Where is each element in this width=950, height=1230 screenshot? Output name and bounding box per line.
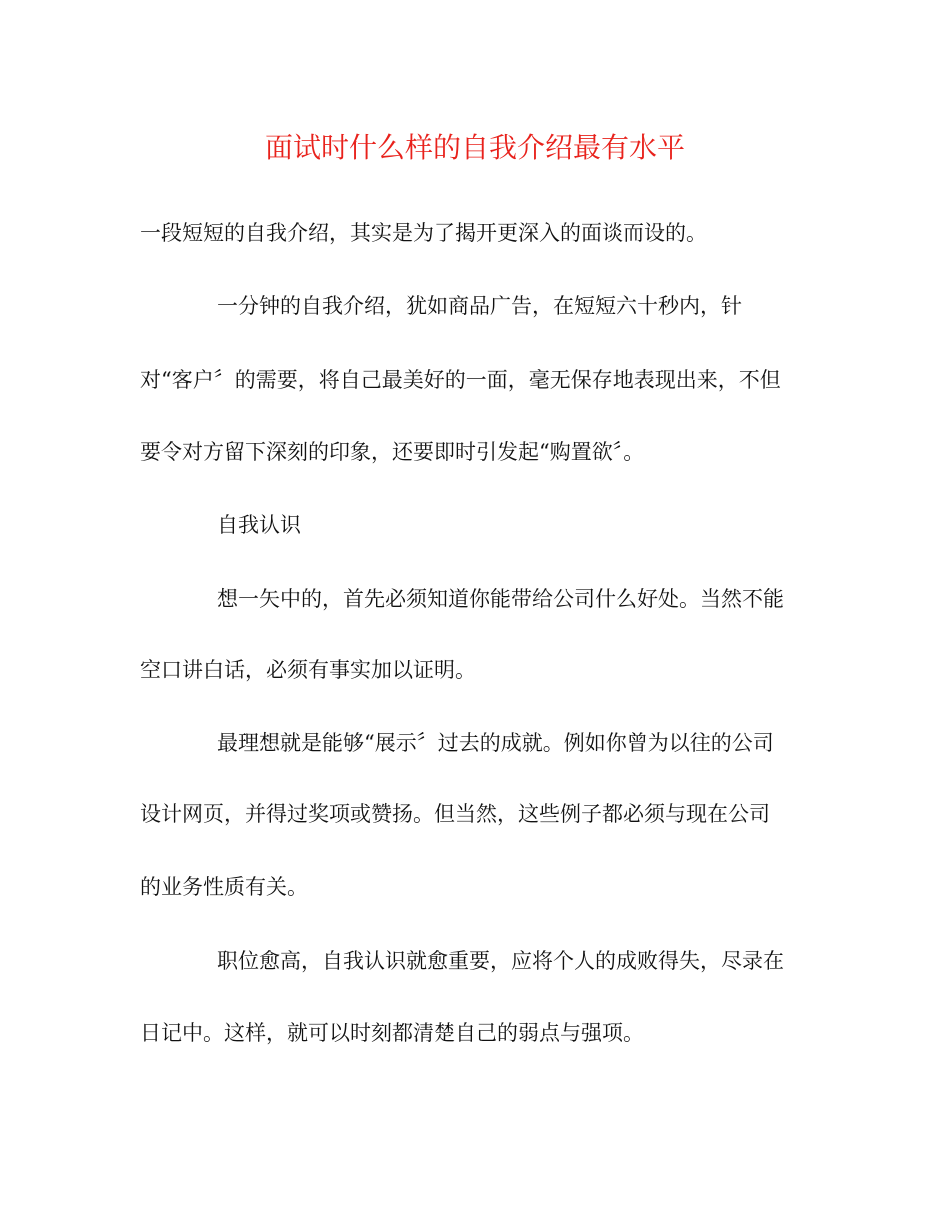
text-line: 对“客户〞的需要，将自己最美好的一面，毫无保存地表现出来，不但 (140, 368, 781, 392)
text-line: 设计网页，并得过奖项或赞扬。但当然，这些例子都必须与现在公司 (140, 802, 770, 826)
text-line: 要令对方留下深刻的印象，还要即时引发起“购置欲〞。 (140, 440, 645, 464)
document-title: 面试时什么样的自我介绍最有水平 (264, 131, 685, 164)
text-line: 最理想就是能够“展示〞过去的成就。例如你曾为以往的公司 (217, 731, 774, 755)
text-line: 一段短短的自我介绍，其实是为了揭开更深入的面谈而设的。 (140, 221, 707, 245)
text-line: 职位愈高，自我认识就愈重要，应将个人的成败得失，尽录在 (217, 949, 784, 973)
section-heading: 自我认识 (217, 513, 301, 537)
text-line: 一分钟的自我介绍，犹如商品广告，在短短六十秒内，针 (217, 294, 742, 318)
text-line: 的业务性质有关。 (140, 875, 308, 899)
text-line: 日记中。这样，就可以时刻都清楚自己的弱点与强项。 (140, 1021, 644, 1045)
text-line: 空口讲白话，必须有事实加以证明。 (140, 658, 476, 682)
text-line: 想一矢中的，首先必须知道你能带给公司什么好处。当然不能 (217, 587, 784, 611)
